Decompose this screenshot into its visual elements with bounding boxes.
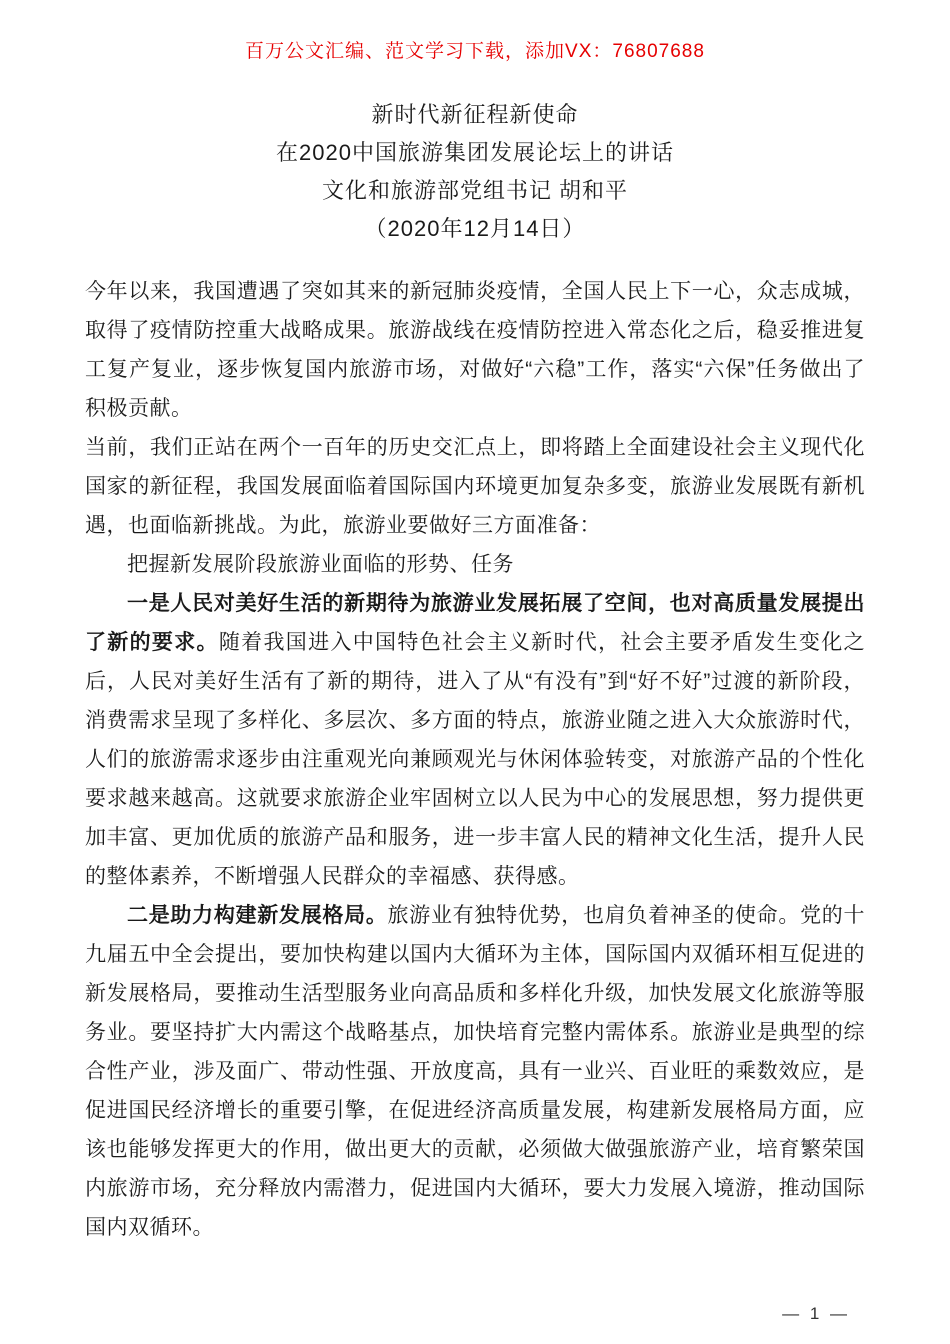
doc-title-line-1: 新时代新征程新使命	[371, 102, 579, 127]
page-number: — 1 —	[782, 1304, 850, 1323]
doc-title-line-2: 在2020中国旅游集团发展论坛上的讲话	[276, 140, 674, 165]
title-block	[85, 96, 865, 248]
paragraph-3: 把握新发展阶段旅游业面临的形势、任务	[127, 553, 514, 576]
paragraph-5-text: 旅游业有独特优势，也肩负着神圣的使命。党的十九届五中全会提出，要加快构建以国内大循环为主体，国际国内双循环相互促进的新发展格局，要推动生活型服务业向高品质和多样化升级，加快发展文化旅游等服务业。要坚持扩大内需这个战略基点，加快培育完整内需体系。旅游业是典型的综合性产业，涉及面广、带动性强、开放度高，具有一业兴、百业旺的乘数效应，是促进国民经济增长的重要引擎，在促进经济高质量发展，构建新发展格局方面，应该也能够发挥更大的作用，做出更大的贡献，必须做大做强旅游产业，培育繁荣国内旅游市场，充分释放内需潜力，促进国内大循环，要大力发展入境游，推动国际国内双循环。	[85, 904, 865, 1239]
paragraph-4	[85, 584, 865, 896]
paragraph-4-text: 随着我国进入中国特色社会主义新时代，社会主要矛盾发生变化之后，人民对美好生活有了新的期待，进入了从“有没有”到“好不好”过渡的新阶段，消费需求呈现了多样化、多层次、多方面的特点，旅游业随之进入大众旅游时代，人们的旅游需求逐步由注重观光向兼顾观光与休闲体验转变，对旅游产品的个性化要求越来越高。这就要求旅游企业牢固树立以人民为中心的发展思想，努力提供更加丰富、更加优质的旅游产品和服务，进一步丰富人民的精神文化生活，提升人民的整体素养，不断增强人民群众的幸福感、获得感。	[85, 631, 866, 888]
paragraph-5-bold-lead: 二是助力构建新发展格局。	[127, 904, 388, 927]
doc-title-line-3: 文化和旅游部党组书记 胡和平	[321, 178, 629, 203]
header-notice: 百万公文汇编、范文学习下载，添加VX：76807688	[245, 41, 705, 62]
doc-title-line-4: （2020年12月14日）	[364, 216, 586, 241]
paragraph-1: 今年以来，我国遭遇了突如其来的新冠肺炎疫情，全国人民上下一心，众志成城，取得了疫情防控重大战略成果。旅游战线在疫情防控进入常态化之后，稳妥推进复工复产复业，逐步恢复国内旅游市场，对做好“六稳”工作，落实“六保”任务做出了积极贡献。	[85, 280, 865, 420]
document-body	[85, 272, 865, 1247]
paragraph-5	[85, 896, 865, 1247]
paragraph-2: 当前，我们正站在两个一百年的历史交汇点上，即将踏上全面建设社会主义现代化国家的新征程，我国发展面临着国际国内环境更加复杂多变，旅游业发展既有新机遇，也面临新挑战。为此，旅游业要做好三方面准备：	[85, 436, 865, 537]
paragraph-4-bold-lead: 一是人民对美好生活的新期待为旅游业发展拓展了空间，也对高质量发展提出了新的要求。	[85, 592, 865, 654]
